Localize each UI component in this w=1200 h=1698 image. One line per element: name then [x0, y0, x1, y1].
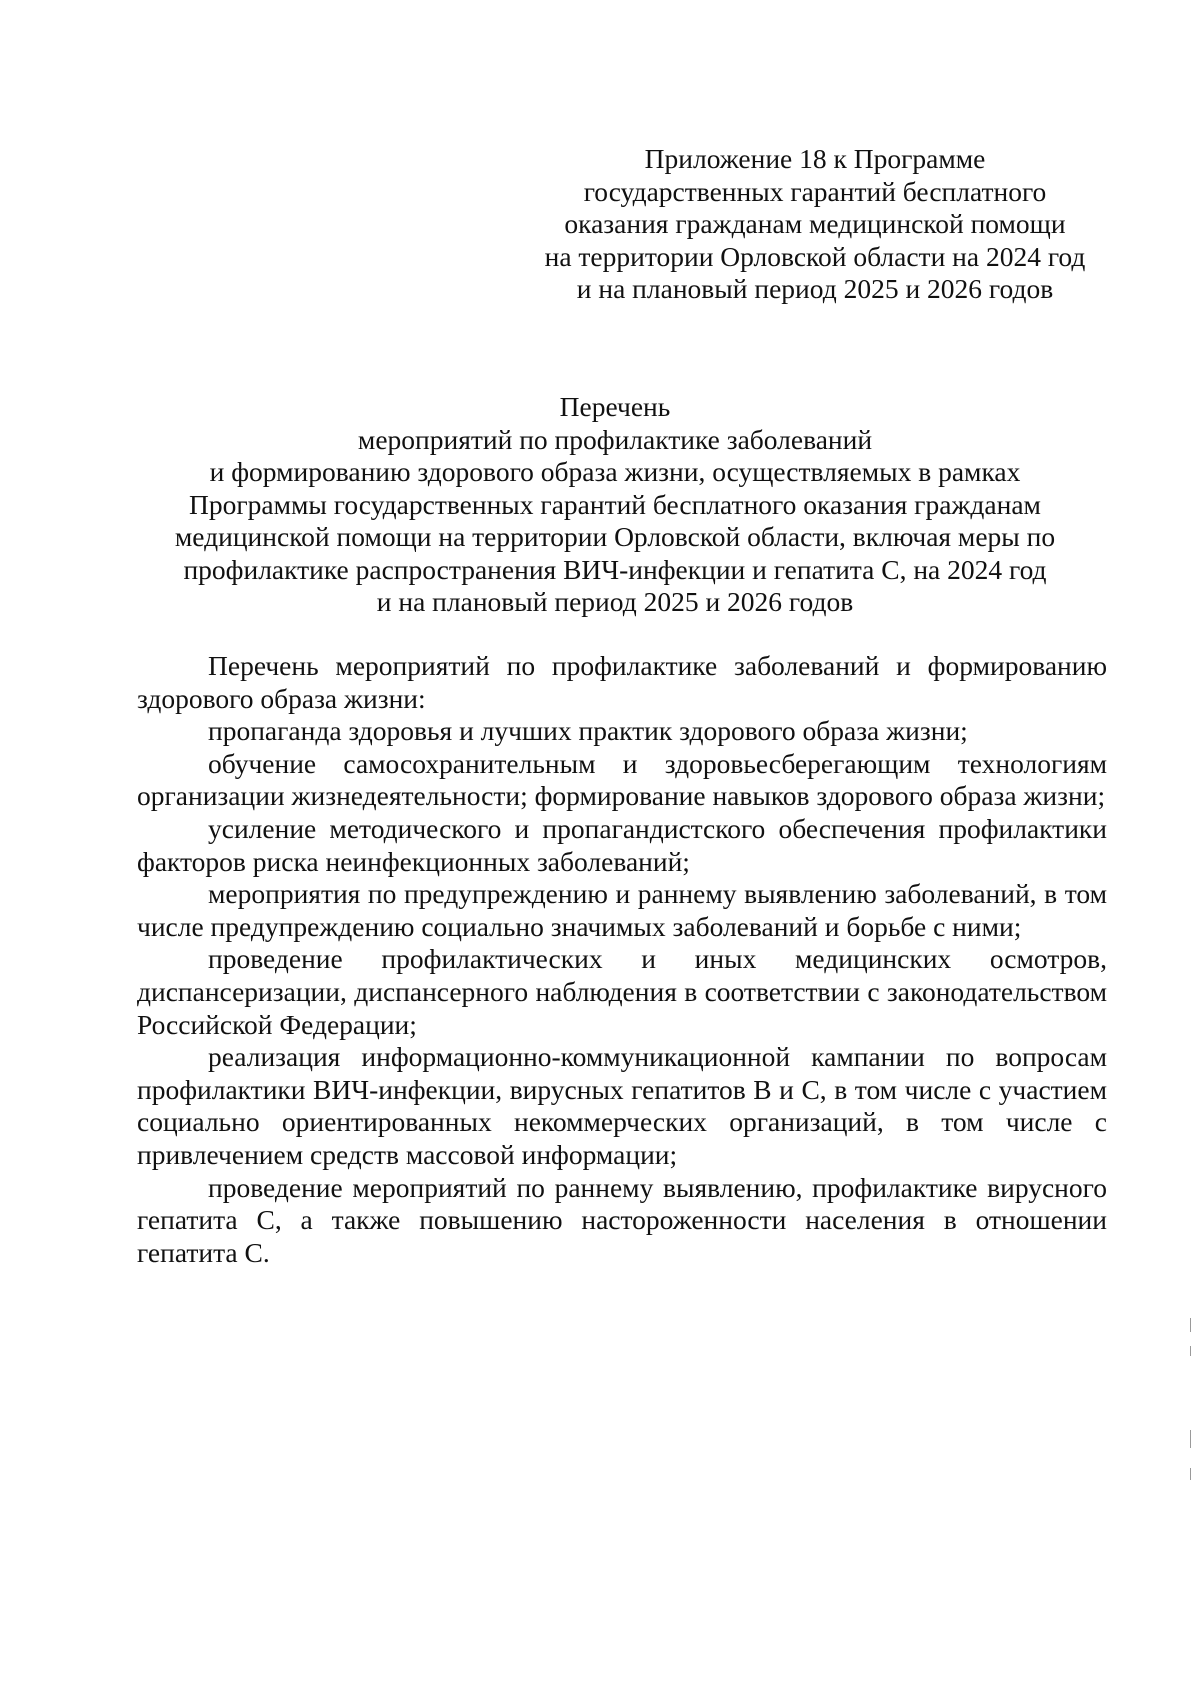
title-line: мероприятий по профилактике заболеваний	[357, 423, 873, 455]
body-paragraph: мероприятия по предупреждению и раннему выявлению заболеваний, в том числе предупреждению социально значимых заболеваний и борьбе с ними;	[137, 878, 1107, 942]
title-line: и на плановый период 2025 и 2026 годов	[376, 586, 854, 617]
document-body	[137, 650, 1107, 1269]
appendix-line: Приложение 18 к Программе	[644, 143, 986, 174]
body-paragraph: проведение мероприятий по раннему выявлению, профилактике вирусного гепатита С, а также повышению настороженности населения в отношении гепатита С.	[137, 1171, 1107, 1268]
scan-mark	[1190, 1430, 1191, 1448]
appendix-line: и на плановый период 2025 и 2026 годов	[576, 273, 1054, 304]
body-paragraph: проведение профилактических и иных медицинских осмотров, диспансеризации, диспансерного наблюдения в соответствии с законодательством Российской Федерации;	[137, 943, 1107, 1040]
body-paragraph: реализация информационно-коммуникационной кампании по вопросам профилактики ВИЧ-инфекции, вирусных гепатитов В и С, в том числе с участием социально ориентированных некоммерческих организаций, в том числе с привлечением средств массовой информации;	[137, 1041, 1107, 1170]
scan-mark	[1190, 1318, 1191, 1332]
scan-mark	[1190, 1468, 1191, 1480]
title-line: и формированию здорового образа жизни, осуществляемых в рамках	[209, 456, 1021, 487]
body-paragraph: обучение самосохранительным и здоровьесберегающим технологиям организации жизнедеятельности; формирование навыков здорового образа жизни;	[137, 747, 1107, 812]
body-paragraph: пропаганда здоровья и лучших практик здорового образа жизни;	[208, 715, 968, 747]
title-line: медицинской помощи на территории Орловской области, включая меры по	[174, 521, 1056, 552]
title-line: профилактике распространения ВИЧ-инфекции и гепатита С, на 2024 год	[183, 553, 1047, 585]
title-line: Перечень	[559, 391, 671, 422]
title-line: Программы государственных гарантий бесплатного оказания гражданам	[189, 488, 1041, 520]
appendix-line: оказания гражданам медицинской помощи	[564, 208, 1066, 239]
body-paragraph: Перечень мероприятий по профилактике заболеваний и формированию здорового образа жизни:	[137, 650, 1107, 714]
scan-mark	[1190, 1346, 1191, 1356]
body-paragraph: усиление методического и пропагандистского обеспечения профилактики факторов риска неинфекционных заболеваний;	[137, 812, 1107, 877]
appendix-line: государственных гарантий бесплатного	[583, 175, 1047, 207]
appendix-reference	[520, 143, 1110, 306]
document-title	[120, 391, 1110, 619]
appendix-line: на территории Орловской области на 2024 год	[544, 240, 1086, 272]
